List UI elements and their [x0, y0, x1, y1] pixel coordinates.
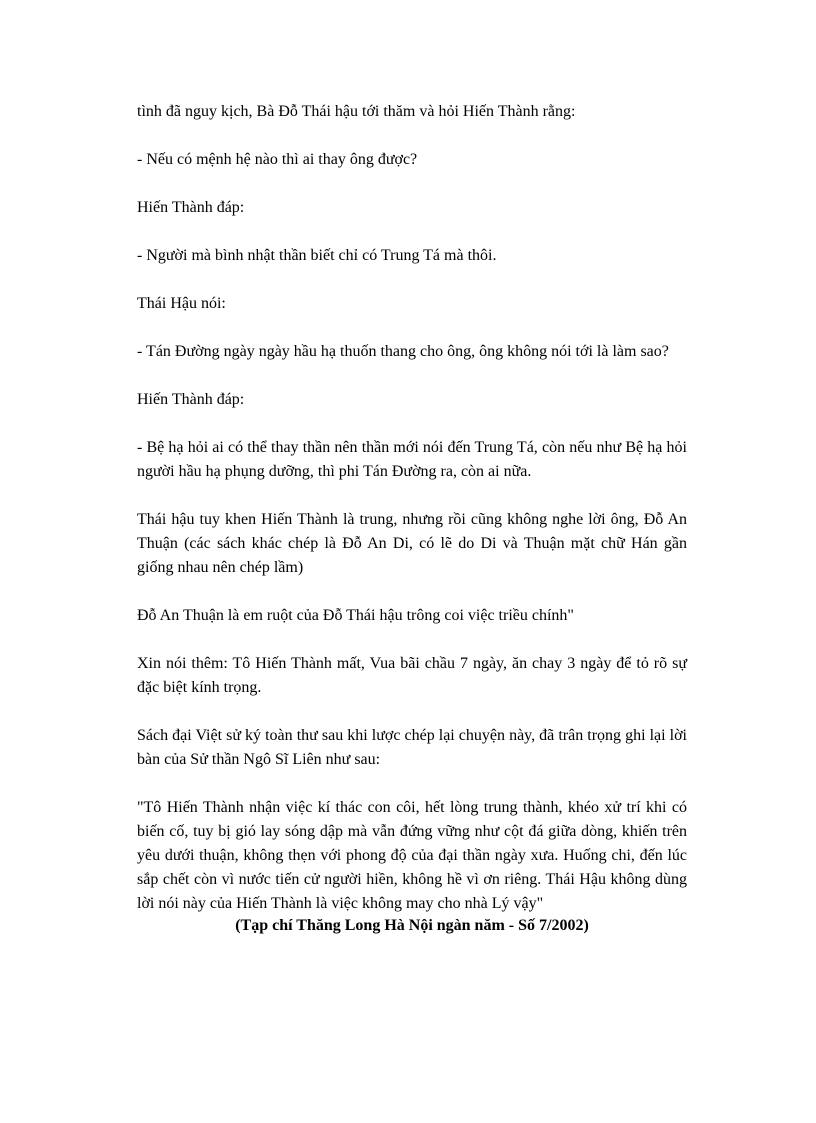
paragraph-10: Đỗ An Thuận là em ruột của Đỗ Thái hậu trông coi việc triều chính": [137, 607, 574, 624]
paragraph-11: Xin nói thêm: Tô Hiến Thành mất, Vua bãi chầu 7 ngày, ăn chay 3 ngày để tỏ rõ sự đặc biệt kính trọng.: [137, 655, 687, 696]
paragraph-13: "Tô Hiến Thành nhận việc kí thác con côi, hết lòng trung thành, khéo xử trí khi có biến cố, tuy bị gió lay sóng dập mà vẫn đứng vững như cột đá giữa dòng, khiến trên yêu dưới thuận, không thẹn với phong độ của đại thần ngày xưa. Huống chi, đến lúc sắp chết còn vì nước tiến cử người hiền, không hề vì ơn riêng. Thái Hậu không dùng lời nói này của Hiến Thành là việc không may cho nhà Lý vậy": [137, 799, 687, 912]
paragraph-7: Hiến Thành đáp:: [137, 391, 245, 408]
paragraph-4: - Người mà bình nhật thần biết chỉ có Trung Tá mà thôi.: [137, 247, 497, 264]
paragraph-12: Sách đại Việt sử ký toàn thư sau khi lược chép lại chuyện này, đã trân trọng ghi lại lời bàn của Sử thần Ngô Sĩ Liên như sau:: [137, 727, 687, 768]
paragraph-1: tình đã nguy kịch, Bà Đỗ Thái hậu tới thăm và hỏi Hiến Thành rằng:: [137, 103, 576, 120]
paragraph-5: Thái Hậu nói:: [137, 295, 226, 312]
paragraph-6: - Tán Đường ngày ngày hầu hạ thuốn thang cho ông, ông không nói tới là làm sao?: [137, 343, 669, 360]
source-citation: (Tạp chí Thăng Long Hà Nội ngàn năm - Số 7/2002): [235, 917, 589, 934]
paragraph-8: - Bệ hạ hỏi ai có thể thay thần nên thần mới nói đến Trung Tá, còn nếu như Bệ hạ hỏi người hầu hạ phụng dưỡng, thì phi Tán Đường ra, còn ai nữa.: [137, 439, 687, 480]
document-page: [137, 100, 687, 940]
paragraph-3: Hiến Thành đáp:: [137, 199, 245, 216]
paragraph-2: - Nếu có mệnh hệ nào thì ai thay ông được?: [137, 151, 418, 168]
paragraph-9: Thái hậu tuy khen Hiến Thành là trung, nhưng rồi cũng không nghe lời ông, Đỗ An Thuận (các sách khác chép là Đỗ An Di, có lẽ do Di và Thuận mặt chữ Hán gần giống nhau nên chép lầm): [137, 511, 687, 576]
